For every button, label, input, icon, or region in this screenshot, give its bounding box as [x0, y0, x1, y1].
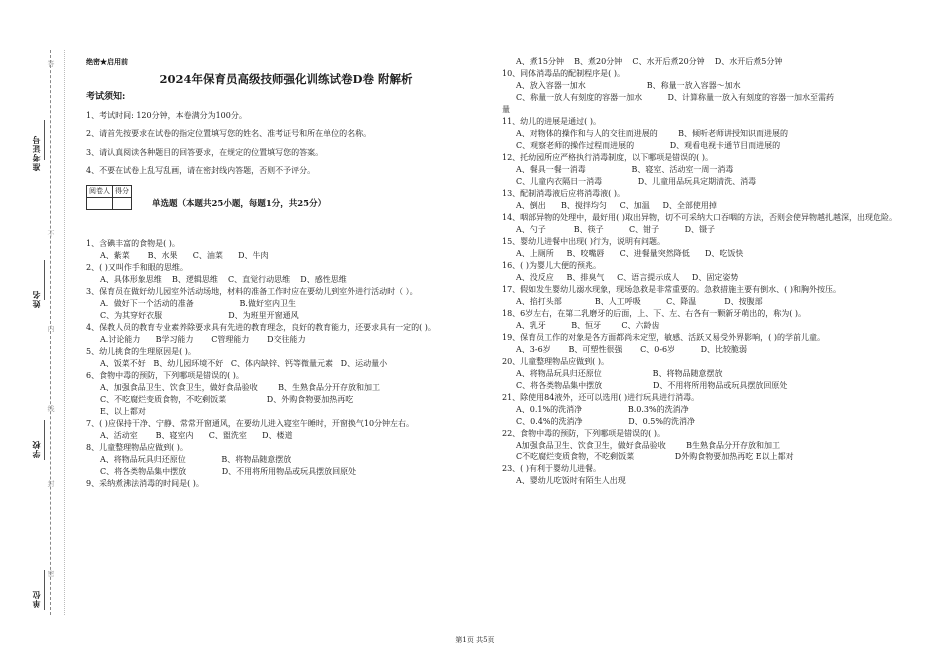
answer-options: C、儿童内衣隔日一消毒 D、儿童用品玩具定期清洗、消毒 [516, 176, 757, 186]
question-text: 11、幼儿的进展是通过( )。 [502, 116, 601, 126]
field-name-blank[interactable] [44, 260, 45, 300]
question-text: 18、6岁左右，在第二乳磨牙的后面，上、下、左、右各有一颗新牙萌出的，称为( )。 [502, 308, 807, 318]
answer-options: C、称量一放人有刻度的容器一加水 D、计算称量一放入有刻度的容器一加水至需药 [516, 92, 834, 102]
score-cell[interactable] [113, 198, 132, 210]
answer-options: C、将各类物品集中摆放 D、不用将所用物品或玩具摆放回原处 [516, 380, 788, 390]
question-text: 23、( )有利于婴幼儿进餐。 [502, 464, 601, 474]
answer-options: A、3-6岁 B、可塑性很强 C、0-6岁 D、比较脆弱 [516, 344, 747, 354]
seal-char: 答 [47, 60, 55, 67]
section-header [86, 185, 486, 210]
question-text: 20、儿童整理物品应做到( )。 [502, 356, 609, 366]
answer-options: C、0.4%的洗消净 D、0.5%的洗消净 [516, 416, 695, 426]
question-list-right [502, 58, 922, 486]
field-unit-label: 单位 [31, 590, 41, 608]
grader-label: 阅卷人 [87, 186, 113, 198]
question-text: 3、保育员在做好幼儿园室外活动场地，材料的准备工作时应在要幼儿到室外进行活动时（ ）。 [86, 287, 418, 297]
field-exam-number-label: 准考证号 [31, 135, 41, 171]
answer-options: A、加强食品卫生、饮食卫生，做好食品验收 B、生熟食品分开存放和加工 [100, 383, 380, 393]
answer-options: A、饭菜不好 B、幼儿园环境不好 C、体内缺锌、钙等微量元素 D、运动量小 [100, 359, 388, 369]
page-footer: 第1页 共5页 [455, 636, 495, 644]
question-list-left [86, 240, 486, 488]
seal-char: 线 [47, 405, 55, 412]
answer-options: A加强食品卫生、饮食卫生，做好食品验收 B生熟食品分开存放和加工 [516, 440, 780, 450]
question-text: 7、( )应保持干净、宁静、常常开窗通风，在要幼儿进入寝室午睡时，开窗换气10分钟左右。 [86, 419, 415, 429]
question-text: 22、食物中毒的预防，下列哪项是错误的( )。 [502, 428, 665, 438]
notice-item: 3、请认真阅读各种题目的回答要求，在规定的位置填写您的答案。 [86, 147, 324, 157]
answer-options: A、倒出 B、搅拌均匀 C、加温 D、全部使用掉 [516, 200, 717, 210]
answer-options: C、为其穿好衣服 D、为班里开窗通风 [100, 311, 299, 321]
question-text: 1、含碘丰富的食物是( )。 [86, 239, 180, 249]
answer-options: E、以上都对 [100, 407, 146, 417]
question-text: 21、除使用84液外，还可以选用( )进行玩具进行消毒。 [502, 392, 700, 402]
question-text: 4、保教人员的教育专业素养除要求具有先进的教育理念，良好的教育能力，还要求具有一定的( )。 [86, 323, 436, 333]
answer-options: A、没反应 B、排臭气 C、语言提示成人 D、固定姿势 [516, 272, 739, 282]
answer-options: C、观察老师的操作过程而进展的 D、观看电视卡通节目而进展的 [516, 140, 781, 150]
answer-options: A、放入容器一加水 B、称量一放入容器～加水 [516, 80, 741, 90]
score-label: 得分 [113, 186, 132, 198]
answer-options: C、不吃腐烂变质食物，不吃剩饭菜 D、外购食物要加热再吃 [100, 395, 354, 405]
answer-options: A.讨论能力 B学习能力 C管理能力 D交往能力 [100, 335, 306, 345]
seal-char: 内 [47, 325, 55, 332]
question-text: 10、同体消毒品的配制程序是( )。 [502, 68, 625, 78]
section-title: 单选题（本题共25小题，每题1分，共25分） [152, 199, 327, 210]
answer-options: C、将各类物品集中摆放 D、不用将所用物品或玩具摆放回原处 [100, 467, 357, 477]
answer-options: A．做好下一个活动的准备 B.做好室内卫生 [100, 299, 296, 309]
answer-options: A、煮15分钟 B、煮20分钟 C、水开后煮20分钟 D、水开后煮5分钟 [516, 57, 783, 66]
answer-options: A、紫菜 B、水果 C、油菜 D、牛肉 [100, 251, 269, 261]
right-column [502, 58, 922, 489]
answer-options: A、婴幼儿吃饭时有陌生人出现 [516, 476, 626, 486]
notice-heading: 考试须知: [86, 92, 126, 103]
answer-options: A、勺子 B、筷子 C、钳子 D、镊子 [516, 224, 716, 234]
field-exam-number-blank[interactable] [44, 120, 45, 160]
answer-options: A、0.1%的洗消净 B.0.3%的洗消净 [516, 404, 689, 414]
answer-options: A、乳牙 B、恒牙 C、六龄齿 [516, 320, 660, 330]
notice-item: 4、不要在试卷上乱写乱画，请在密封线内答题，否则不予评分。 [86, 166, 316, 176]
question-text: 17、假如发生婴幼儿溺水现象，现场急救是非常重要的。急救措施主要有倒水、( )和胸外按压。 [502, 284, 841, 294]
field-school-blank[interactable] [44, 420, 45, 460]
question-text: 9、采纳煮沸法消毒的时间是( )。 [86, 479, 204, 489]
seal-line [50, 50, 51, 615]
question-text: 5、幼儿挑食的生理原因是( )。 [86, 347, 196, 357]
question-text: 12、托幼园所应严格执行消毒制度，以下哪项是错误的( )。 [502, 152, 713, 162]
seal-char: 密 [47, 570, 55, 577]
grader-cell[interactable] [87, 198, 113, 210]
answer-options: A、具体形象思维 B、逻辑思维 C、直觉行动思维 D、感性思维 [100, 275, 347, 285]
question-text: 2、( )又叫作手和眼的思维。 [86, 263, 188, 273]
question-text-continued: 量 [502, 104, 510, 114]
score-box [86, 185, 132, 210]
answer-options: A、将物品玩具归还原位 B、将物品随意摆放 [516, 368, 723, 378]
answer-options: A、餐具一餐一消毒 B、寝室、活动室一周一消毒 [516, 164, 734, 174]
question-text: 8、儿童整理物品应做到( )。 [86, 443, 188, 453]
binding-margin [0, 0, 80, 671]
answer-options: A、将物品玩具归还原位 B、将物品随意摆放 [100, 455, 292, 465]
notice-item: 1、考试时间: 120分钟，本卷满分为100分。 [86, 110, 247, 120]
question-text: 13、配制消毒液后应将消毒液( )。 [502, 188, 625, 198]
field-school-label: 学校 [31, 440, 41, 458]
field-unit-blank[interactable] [44, 570, 45, 610]
seal-char: 封 [47, 480, 55, 487]
answer-options: A、上厕所 B、咬嘴唇 C、进餐量突然降低 D、吃饭快 [516, 248, 744, 258]
question-text: 14、咽部异物的处理中，最好用( )取出异物，切不可采纳大口吞咽的方法，否则会使异物越扎越深，出现危险。 [502, 212, 897, 222]
seal-char: 不 [47, 230, 55, 237]
left-column [86, 58, 486, 492]
answer-options: A、对物体的操作和与人的交往而进展的 B、倾听老师讲授知识而进展的 [516, 128, 788, 138]
notice-item: 2、请首先按要求在试卷的指定位置填写您的姓名、准考证号和所在单位的名称。 [86, 129, 372, 139]
question-text: 15、婴幼儿进餐中出现( )行为，说明有问题。 [502, 236, 665, 246]
answer-options: C不吃腐烂变质食物，不吃剩饭菜 D外购食物要加热再吃 E以上都对 [516, 452, 794, 462]
seal-line-dotted [64, 50, 65, 615]
question-text: 6、食物中毒的预防，下列哪项是错误的( )。 [86, 371, 244, 381]
secret-label: 绝密★启用前 [86, 57, 128, 66]
answer-options: A、掐打头部 B、人工呼吸 C、降温 D、按腹部 [516, 296, 763, 306]
field-name-label: 姓名 [31, 290, 41, 308]
question-text: 19、保育员工作的对象是各方面都尚未定型，敏感、活跃又易受外界影响，( )的学前儿童。 [502, 332, 825, 342]
answer-options: A、活动室 B、寝室内 C、盥洗室 D、楼道 [100, 431, 293, 441]
page-title: 2024年保育员高级技师强化训练试卷D卷 附解析 [159, 72, 413, 87]
question-text: 16、( )为婴儿大便的预兆。 [502, 260, 601, 270]
